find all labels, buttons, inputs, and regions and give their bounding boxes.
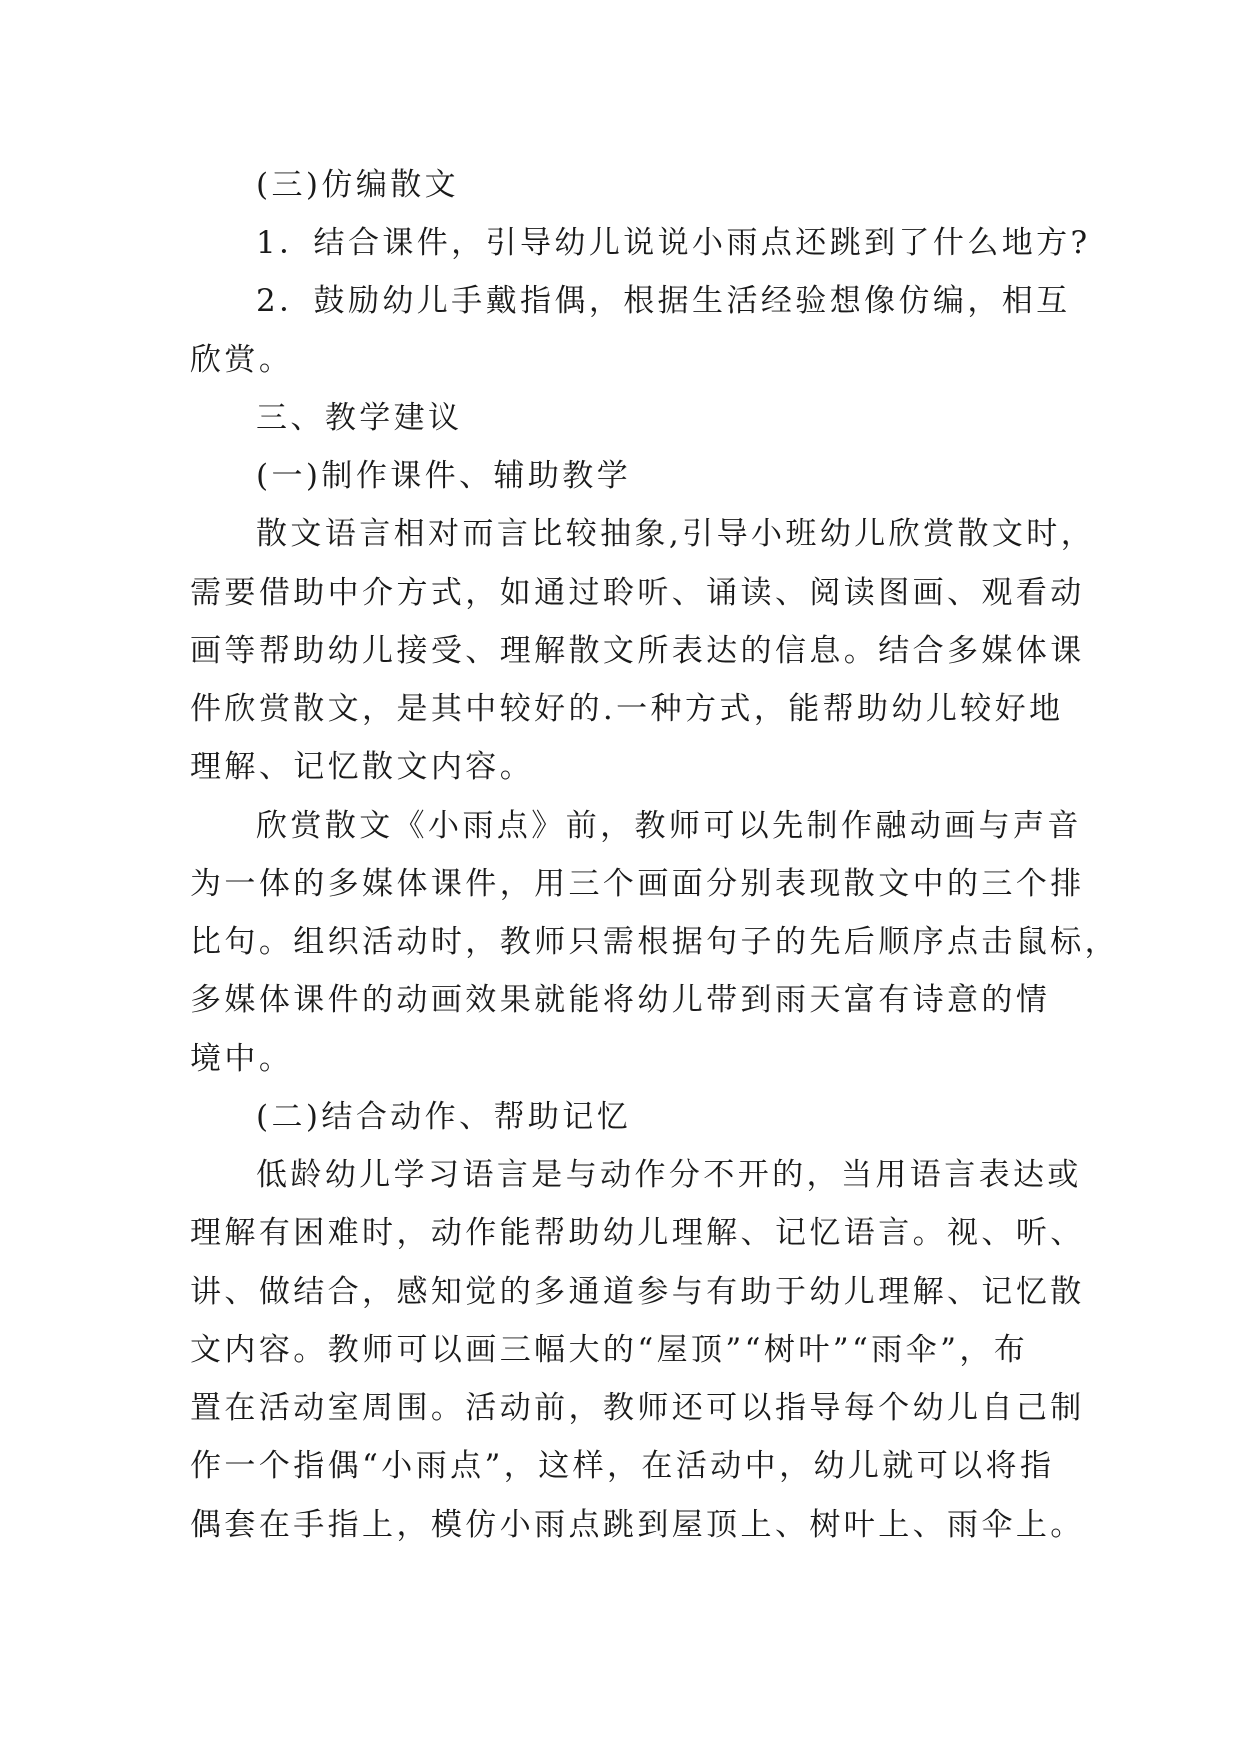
paragraph-line: 文内容。教师可以画三幅大的“屋顶”“树叶”“雨伞”，布 <box>190 1332 1029 1368</box>
paragraph-line: 欣赏散文《小雨点》前，教师可以先制作融动画与声音 <box>256 808 1082 844</box>
section-heading: (三)仿编散文 <box>256 167 460 203</box>
paragraph-line: 理解有困难时，动作能帮助幼儿理解、记忆语言。视、听、 <box>190 1215 1085 1251</box>
paragraph-line: 需要借助中介方式，如通过聆听、诵读、阅读图画、观看动 <box>190 575 1085 611</box>
paragraph-line: 散文语言相对而言比较抽象,引导小班幼儿欣赏散文时， <box>256 516 1096 552</box>
subsection-heading: (一)制作课件、辅助教学 <box>256 458 632 494</box>
paragraph-line: 置在活动室周围。活动前，教师还可以指导每个幼儿自己制 <box>190 1390 1085 1426</box>
paragraph-line: 境中。 <box>190 1041 294 1077</box>
paragraph-line: 作一个指偶“小雨点”，这样，在活动中，幼儿就可以将指 <box>190 1448 1055 1484</box>
paragraph-line: 多媒体课件的动画效果就能将幼儿带到雨天富有诗意的情 <box>190 982 1051 1018</box>
paragraph-line: 画等帮助幼儿接受、理解散文所表达的信息。结合多媒体课 <box>190 633 1085 669</box>
paragraph-line: 理解、记忆散文内容。 <box>190 749 535 785</box>
paragraph-line: 欣赏。 <box>190 342 294 378</box>
paragraph-line: 比句。组织活动时，教师只需根据句子的先后顺序点击鼠标， <box>190 924 1120 960</box>
section-heading: 三、教学建议 <box>256 400 463 436</box>
paragraph-line: 低龄幼儿学习语言是与动作分不开的，当用语言表达或 <box>256 1157 1082 1193</box>
paragraph-line: 偶套在手指上，模仿小雨点跳到屋顶上、树叶上、雨伞上。 <box>190 1507 1085 1543</box>
numbered-item: 1．结合课件，引导幼儿说说小雨点还跳到了什么地方? <box>256 225 1091 261</box>
paragraph-line: 件欣赏散文，是其中较好的.一种方式，能帮助幼儿较好地 <box>190 691 1064 727</box>
paragraph-line: 讲、做结合，感知觉的多通道参与有助于幼儿理解、记忆散 <box>190 1274 1085 1310</box>
subsection-heading: (二)结合动作、帮助记忆 <box>256 1099 632 1135</box>
paragraph-line: 为一体的多媒体课件，用三个画面分别表现散文中的三个排 <box>190 866 1085 902</box>
numbered-item: 2．鼓励幼儿手戴指偶，根据生活经验想像仿编，相互 <box>256 283 1071 319</box>
